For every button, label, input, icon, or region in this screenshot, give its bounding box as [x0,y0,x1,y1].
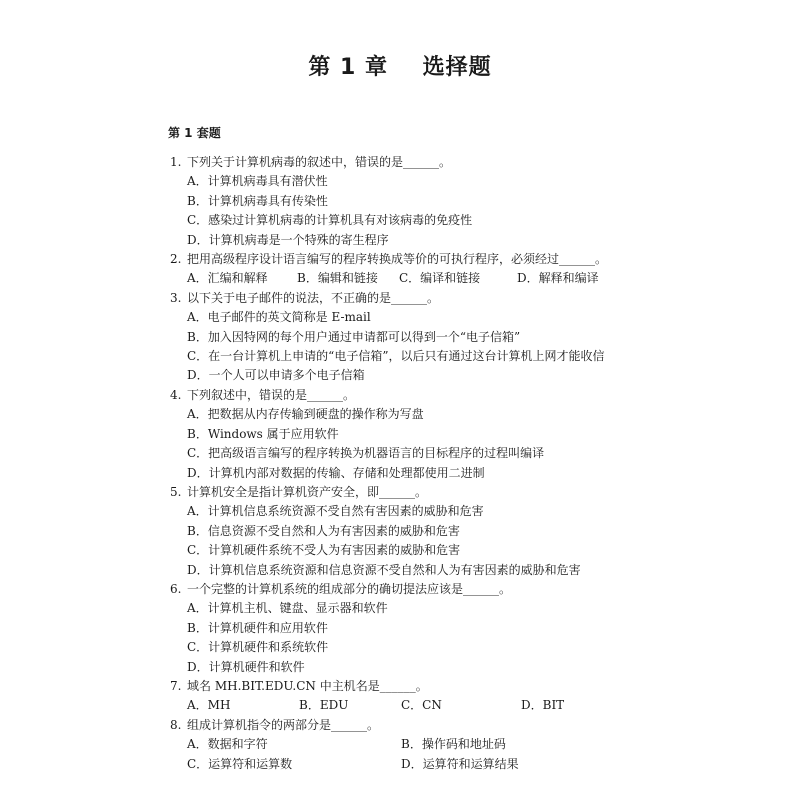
question-text: 域名 MH.BIT.EDU.CN 中主机名是______。 [187,678,428,693]
question-7 [170,677,640,716]
option-b: B．加入因特网的每个用户通过申请都可以得到一个“电子信箱” [187,329,521,344]
option-a: A．MH [187,698,231,713]
question-stem [170,677,640,696]
question-number: 2. [170,252,182,267]
option-b: B．操作码和地址码 [401,737,506,752]
option-row [170,269,640,288]
question-stem [170,580,640,599]
question-number: 8. [170,717,182,732]
chapter-title: 第 1 章 选择题 [308,55,492,80]
option-c: C．编译和链接 [399,271,481,286]
question-stem [170,250,640,269]
option-a: A．电子邮件的英文简称是 E-mail [187,310,371,325]
question-stem [170,386,640,405]
option-d: D．一个人可以申请多个电子信箱 [187,368,365,383]
option-row [170,696,640,715]
option-c: C．在一台计算机上申请的“电子信箱”，以后只有通过这台计算机上网才能收信 [187,349,605,364]
option-b: B．Windows 属于应用软件 [187,426,339,441]
option-d: D．解释和编译 [517,271,599,286]
option-a: A．计算机病毒具有潜伏性 [187,174,328,189]
question-5 [170,483,640,580]
question-stem [170,153,640,172]
option-d: D．计算机病毒是一个特殊的寄生程序 [187,232,389,247]
option-b: B．计算机硬件和应用软件 [187,620,328,635]
question-number: 4. [170,387,182,402]
option-d: D．计算机内部对数据的传输、存储和处理都使用二进制 [187,465,485,480]
question-6 [170,580,640,677]
question-stem [170,716,640,735]
option-c: C．计算机硬件系统不受人为有害因素的威胁和危害 [187,543,461,558]
question-number: 6. [170,581,182,596]
question-stem [170,289,640,308]
set-title: 第 1 套题 [168,126,221,140]
option-a: A．汇编和解释 [187,271,268,286]
option-c: C．计算机硬件和系统软件 [187,640,329,655]
option-row [170,735,640,754]
question-text: 以下关于电子邮件的说法，不正确的是______。 [187,290,440,305]
option-d: D．BIT [521,698,565,713]
option-b: B．编辑和链接 [297,271,378,286]
question-text: 把用高级程序设计语言编写的程序转换成等价的可执行程序，必须经过______。 [187,252,608,267]
question-text: 下列叙述中，错误的是______。 [187,387,356,402]
option-b: B．计算机病毒具有传染性 [187,193,328,208]
option-d: D．计算机硬件和软件 [187,659,305,674]
option-row [170,755,640,774]
option-c: C．感染过计算机病毒的计算机具有对该病毒的免疫性 [187,213,473,228]
question-8 [170,716,640,774]
option-d: D．运算符和运算结果 [401,756,519,771]
option-a: A．数据和字符 [187,737,268,752]
question-text: 下列关于计算机病毒的叙述中，错误的是______。 [187,155,452,169]
question-3 [170,289,640,386]
question-text: 计算机安全是指计算机资产安全，即______。 [187,484,428,499]
option-b: B．信息资源不受自然和人为有害因素的威胁和危害 [187,523,460,538]
question-list [170,153,640,774]
question-text: 组成计算机指令的两部分是______。 [187,717,380,732]
question-number: 5. [170,484,182,499]
option-a: A．计算机主机、键盘、显示器和软件 [187,601,388,616]
option-a: A．把数据从内存传输到硬盘的操作称为写盘 [187,407,424,422]
question-text: 一个完整的计算机系统的组成部分的确切提法应该是______。 [187,581,512,596]
question-2 [170,250,640,289]
option-a: A．计算机信息系统资源不受自然有害因素的威胁和危害 [187,504,484,519]
question-stem [170,483,640,502]
question-4 [170,386,640,483]
option-b: B．EDU [299,698,349,713]
option-c: C．把高级语言编写的程序转换为机器语言的目标程序的过程叫编译 [187,446,545,461]
question-number: 7. [170,678,182,693]
option-d: D．计算机信息系统资源和信息资源不受自然和人为有害因素的威胁和危害 [187,562,581,577]
question-number: 3. [170,290,182,305]
question-number: 1. [170,155,182,169]
question-1 [170,153,640,250]
option-c: C．CN [401,698,442,713]
option-c: C．运算符和运算数 [187,756,293,771]
